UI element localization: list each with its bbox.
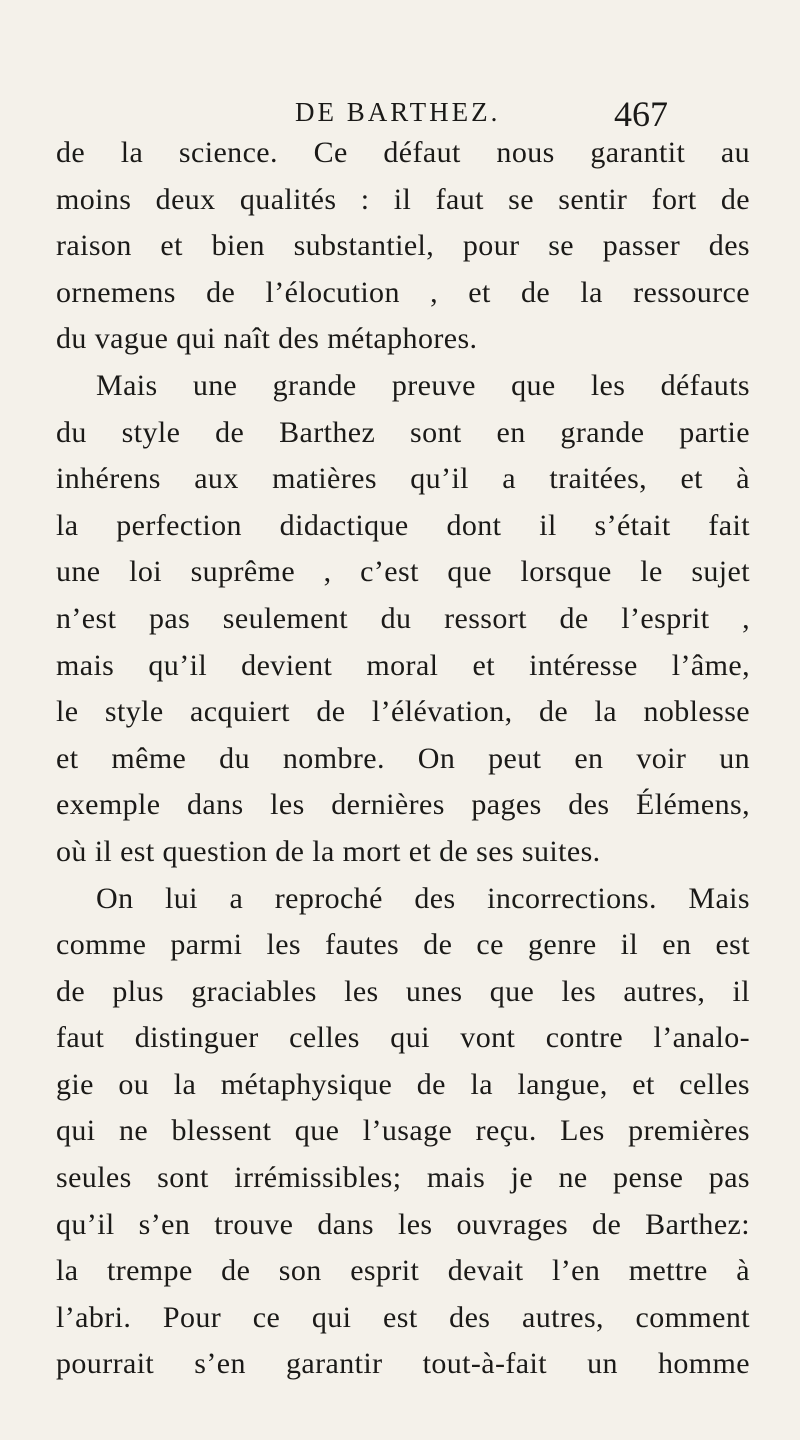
text-line: inhérens aux matières qu’il a traitées, et à — [56, 462, 750, 496]
text-line: une loi suprême , c’est que lorsque le sujet — [56, 555, 750, 589]
text-line: la trempe de son esprit devait l’en mettre à — [56, 1254, 750, 1288]
text-line: de plus graciables les unes que les autres, il — [56, 974, 750, 1008]
text-line: le style acquiert de l’élévation, de la noblesse — [56, 695, 750, 729]
text-line: faut distinguer celles qui vont contre l’analo- — [56, 1021, 750, 1055]
text-line: où il est question de la mort et de ses suites. — [56, 834, 601, 868]
text-line: Mais une grande preuve que les défauts — [96, 368, 750, 402]
text-line: la perfection didactique dont il s’était fait — [56, 508, 750, 542]
text-line: du style de Barthez sont en grande partie — [56, 415, 750, 449]
text-line: exemple dans les dernières pages des Élémens, — [56, 788, 750, 822]
text-line: n’est pas seulement du ressort de l’esprit , — [56, 601, 750, 635]
page-number: 467 — [614, 94, 668, 134]
text-line: mais qu’il devient moral et intéresse l’âme, — [56, 648, 750, 682]
text-line: pourrait s’en garantir tout-à-fait un homme — [56, 1347, 750, 1381]
text-line: qui ne blessent que l’usage reçu. Les premières — [56, 1114, 750, 1148]
text-line: ornemens de l’élocution , et de la ressource — [56, 275, 750, 309]
text-line: l’abri. Pour ce qui est des autres, comment — [56, 1300, 750, 1334]
text-line: seules sont irrémissibles; mais je ne pense pas — [56, 1161, 750, 1195]
text-line: de la science. Ce défaut nous garantit au — [56, 136, 750, 169]
text-line: gie ou la métaphysique de la langue, et celles — [56, 1067, 750, 1101]
text-line: On lui a reproché des incorrections. Mais — [96, 881, 750, 915]
body-text — [56, 130, 750, 1388]
running-title: DE BARTHEZ. — [295, 97, 501, 127]
text-line: et même du nombre. On peut en voir un — [56, 741, 750, 775]
text-line: du vague qui naît des métaphores. — [56, 322, 478, 356]
text-line: moins deux qualités : il faut se sentir fort de — [56, 182, 750, 216]
text-line: raison et bien substantiel, pour se passer des — [56, 229, 750, 263]
text-line: qu’il s’en trouve dans les ouvrages de Barthez: — [56, 1207, 750, 1241]
text-line: comme parmi les fautes de ce genre il en est — [56, 928, 750, 962]
